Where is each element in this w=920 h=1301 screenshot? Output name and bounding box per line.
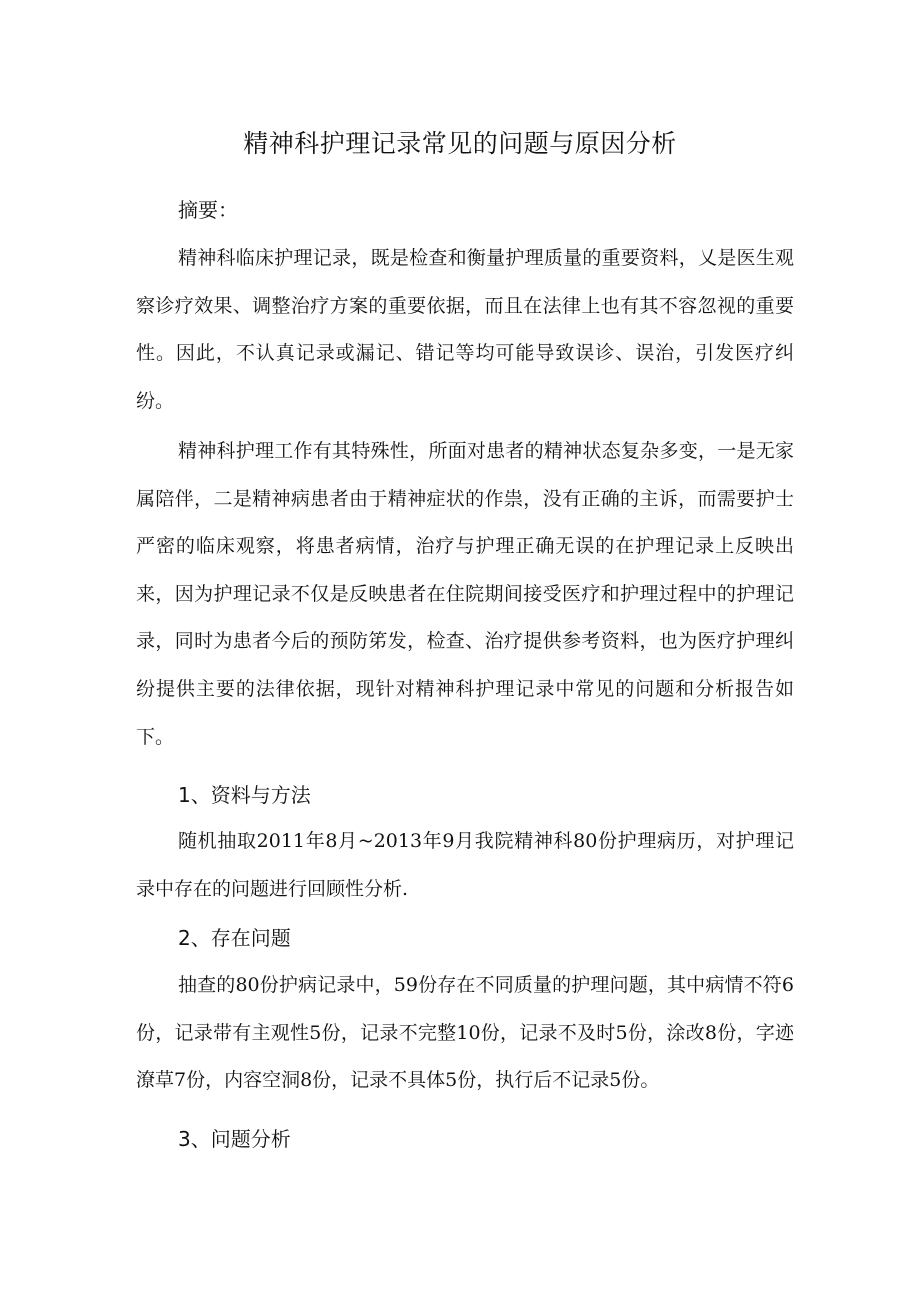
abstract-paragraph-2: 精神科护理工作有其特殊性，所面对患者的精神状态复杂多变，一是无家属陪伴，二是精神病患者由于精神症状的作祟，没有正确的主诉，而需要护士严密的临床观察，将患者病情，治疗与护理正确无误的在护理记录上反映出来，因为护理记录不仅是反映患者在住院期间接受医疗和护理过程中的护理记录，同时为患者今后的预防笫发，检查、治疗提供参考资料，也为医疗护理纠纷提供主要的法律依据，现针对精神科护理记录中常见的问题和分析报告如下。 [136, 440, 794, 748]
section-1-paragraph: 随机抽取2011年8月~2013年9月我院精神科80份护理病历，对护理记录中存在的问题进行回顾性分析. [136, 830, 794, 900]
abstract-heading: 摘要： [178, 198, 238, 222]
document-title: 精神科护理记录常见的问题与原因分析 [243, 129, 677, 158]
section-2-paragraph: 抽查的80份护病记录中，59份存在不同质量的护理问题，其中病情不符6份，记录带有主观性5份，记录不完整10份，记录不及时5份，涂改8份，字迹潦草7份，内容空洞8份，记录不具体5份，执行后不记录5份。 [136, 974, 794, 1092]
abstract-paragraph-1: 精神科临床护理记录，既是检查和衡量护理质量的重要资料，乂是医生观察诊疗效果、调整治疗方案的重要依据，而且在法律上也有其不容忽视的重要性。因此，不认真记录或漏记、错记等均可能导致误诊、误治，引发医疗纠纷。 [136, 247, 794, 412]
section-2-heading: 2、存在问题 [178, 926, 291, 950]
section-1-heading: 1、资料与方法 [178, 783, 311, 807]
section-3-heading: 3、问题分析 [178, 1127, 291, 1151]
